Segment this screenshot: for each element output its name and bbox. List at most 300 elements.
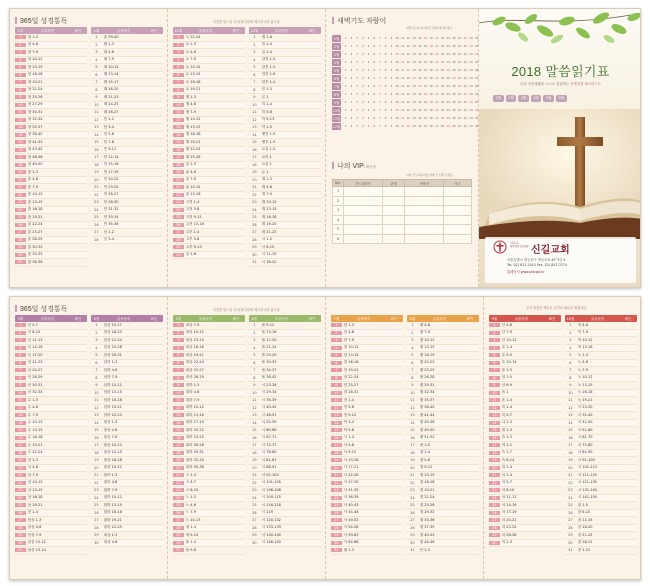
prayer-day-cell[interactable]: 17: [435, 60, 439, 64]
prayer-day-cell[interactable]: 23: [469, 44, 473, 48]
prayer-day-cell[interactable]: 20: [452, 60, 456, 64]
vip-input-cell[interactable]: [383, 187, 405, 197]
prayer-day-cell[interactable]: 10: [395, 108, 399, 112]
prayer-day-cell[interactable]: 12: [406, 108, 411, 112]
prayer-day-cell[interactable]: 23: [469, 52, 473, 56]
prayer-day-cell[interactable]: 11: [401, 84, 405, 88]
prayer-day-cell[interactable]: 24: [474, 52, 479, 56]
prayer-day-cell[interactable]: 8: [384, 124, 387, 128]
prayer-day-cell[interactable]: 4: [362, 124, 364, 128]
prayer-day-cell[interactable]: 17: [435, 76, 439, 80]
vip-input-cell[interactable]: [444, 225, 472, 235]
vip-input-cell[interactable]: [444, 234, 472, 244]
prayer-day-cell[interactable]: 23: [469, 124, 473, 128]
prayer-day-cell[interactable]: 17: [435, 52, 439, 56]
prayer-day-cell[interactable]: 8: [384, 116, 387, 120]
prayer-day-cell[interactable]: 3: [356, 100, 359, 104]
prayer-day-cell[interactable]: 12: [406, 36, 411, 40]
prayer-day-cell[interactable]: 23: [469, 68, 473, 72]
prayer-day-cell[interactable]: 20: [452, 84, 456, 88]
prayer-day-cell[interactable]: 6: [373, 68, 376, 72]
prayer-day-cell[interactable]: 18: [440, 124, 445, 128]
prayer-day-cell[interactable]: 11: [401, 116, 405, 120]
prayer-day-cell[interactable]: 10: [395, 68, 399, 72]
prayer-day-cell[interactable]: 9: [390, 116, 393, 120]
prayer-day-cell[interactable]: 19: [446, 100, 450, 104]
prayer-day-cell[interactable]: 24: [474, 44, 479, 48]
prayer-day-cell[interactable]: 19: [446, 108, 450, 112]
prayer-day-cell[interactable]: 19: [446, 36, 450, 40]
vip-input-cell[interactable]: [444, 215, 472, 225]
prayer-day-cell[interactable]: 24: [474, 68, 479, 72]
prayer-day-cell[interactable]: 2: [350, 52, 353, 56]
prayer-day-cell[interactable]: 22: [463, 84, 467, 88]
prayer-day-cell[interactable]: 14: [418, 76, 422, 80]
prayer-day-cell[interactable]: 16: [429, 92, 433, 96]
prayer-day-cell[interactable]: 6: [373, 92, 376, 96]
prayer-day-cell[interactable]: 10: [395, 92, 399, 96]
prayer-day-cell[interactable]: 12: [406, 68, 411, 72]
prayer-day-cell[interactable]: 17: [435, 68, 439, 72]
prayer-day-cell[interactable]: 4: [362, 100, 364, 104]
prayer-day-cell[interactable]: 21: [457, 68, 462, 72]
prayer-day-cell[interactable]: 22: [463, 76, 467, 80]
prayer-day-cell[interactable]: 13: [412, 108, 416, 112]
prayer-day-cell[interactable]: 9: [390, 60, 393, 64]
vip-input-cell[interactable]: [344, 196, 383, 206]
prayer-day-cell[interactable]: 20: [452, 76, 456, 80]
prayer-day-cell[interactable]: 11: [401, 36, 405, 40]
prayer-day-cell[interactable]: 21: [457, 44, 462, 48]
prayer-day-cell[interactable]: 24: [474, 108, 479, 112]
prayer-day-cell[interactable]: 23: [469, 60, 473, 64]
prayer-day-cell[interactable]: 13: [412, 76, 416, 80]
prayer-day-cell[interactable]: 12: [406, 92, 411, 96]
prayer-day-cell[interactable]: 11: [401, 124, 405, 128]
prayer-day-cell[interactable]: 4: [362, 84, 364, 88]
prayer-day-cell[interactable]: 3: [356, 36, 359, 40]
prayer-day-cell[interactable]: 14: [418, 36, 422, 40]
prayer-day-cell[interactable]: 10: [395, 60, 399, 64]
prayer-day-cell[interactable]: 12: [406, 76, 411, 80]
vip-input-cell[interactable]: [405, 206, 444, 216]
prayer-day-cell[interactable]: 11: [401, 68, 405, 72]
prayer-day-cell[interactable]: 6: [373, 124, 376, 128]
prayer-day-cell[interactable]: 5: [367, 100, 370, 104]
prayer-day-cell[interactable]: 8: [384, 84, 387, 88]
prayer-day-cell[interactable]: 13: [412, 92, 416, 96]
prayer-day-cell[interactable]: 17: [435, 36, 439, 40]
prayer-day-cell[interactable]: 5: [367, 76, 370, 80]
prayer-day-cell[interactable]: 14: [418, 60, 422, 64]
prayer-day-cell[interactable]: 17: [435, 116, 439, 120]
prayer-day-cell[interactable]: 6: [373, 36, 376, 40]
prayer-day-cell[interactable]: 7: [379, 92, 381, 96]
prayer-day-cell[interactable]: 1: [344, 92, 347, 96]
prayer-day-cell[interactable]: 19: [446, 68, 450, 72]
vip-input-cell[interactable]: [383, 196, 405, 206]
prayer-day-cell[interactable]: 9: [390, 100, 393, 104]
prayer-day-cell[interactable]: 5: [367, 124, 370, 128]
prayer-day-cell[interactable]: 3: [356, 44, 359, 48]
prayer-day-cell[interactable]: 18: [440, 76, 445, 80]
prayer-day-cell[interactable]: 14: [418, 68, 422, 72]
vip-input-cell[interactable]: [444, 196, 472, 206]
prayer-day-cell[interactable]: 12: [406, 124, 411, 128]
vip-input-cell[interactable]: [444, 187, 472, 197]
prayer-day-cell[interactable]: 9: [390, 76, 393, 80]
prayer-day-cell[interactable]: 16: [429, 60, 433, 64]
prayer-day-cell[interactable]: 17: [435, 108, 439, 112]
prayer-day-cell[interactable]: 7: [379, 76, 381, 80]
prayer-day-cell[interactable]: 18: [440, 44, 445, 48]
prayer-day-cell[interactable]: 15: [423, 108, 428, 112]
prayer-day-cell[interactable]: 16: [429, 44, 433, 48]
prayer-day-cell[interactable]: 9: [390, 44, 393, 48]
prayer-day-cell[interactable]: 1: [344, 116, 347, 120]
prayer-day-cell[interactable]: 1: [344, 52, 347, 56]
prayer-day-cell[interactable]: 17: [435, 44, 439, 48]
prayer-day-cell[interactable]: 20: [452, 116, 456, 120]
prayer-day-cell[interactable]: 12: [406, 100, 411, 104]
prayer-day-cell[interactable]: 9: [390, 84, 393, 88]
prayer-day-cell[interactable]: 13: [412, 36, 416, 40]
prayer-day-cell[interactable]: 20: [452, 52, 456, 56]
prayer-day-cell[interactable]: 16: [429, 84, 433, 88]
prayer-day-cell[interactable]: 22: [463, 92, 467, 96]
prayer-day-cell[interactable]: 16: [429, 116, 433, 120]
prayer-day-cell[interactable]: 8: [384, 68, 387, 72]
prayer-day-cell[interactable]: 15: [423, 124, 428, 128]
prayer-day-cell[interactable]: 19: [446, 84, 450, 88]
prayer-day-cell[interactable]: 16: [429, 36, 433, 40]
prayer-day-cell[interactable]: 8: [384, 100, 387, 104]
prayer-day-cell[interactable]: 17: [435, 100, 439, 104]
prayer-day-cell[interactable]: 21: [457, 76, 462, 80]
vip-input-cell[interactable]: [344, 234, 383, 244]
prayer-day-cell[interactable]: 5: [367, 68, 370, 72]
prayer-day-cell[interactable]: 19: [446, 44, 450, 48]
prayer-day-cell[interactable]: 13: [412, 52, 416, 56]
prayer-day-cell[interactable]: 24: [474, 100, 479, 104]
prayer-day-cell[interactable]: 3: [356, 116, 359, 120]
prayer-day-cell[interactable]: 6: [373, 116, 376, 120]
prayer-day-cell[interactable]: 22: [463, 60, 467, 64]
prayer-day-cell[interactable]: 20: [452, 92, 456, 96]
prayer-day-cell[interactable]: 10: [395, 116, 399, 120]
prayer-day-cell[interactable]: 20: [452, 124, 456, 128]
prayer-day-cell[interactable]: 24: [474, 76, 479, 80]
prayer-day-cell[interactable]: 4: [362, 36, 364, 40]
prayer-day-cell[interactable]: 13: [412, 60, 416, 64]
prayer-day-cell[interactable]: 1: [344, 100, 347, 104]
prayer-day-cell[interactable]: 22: [463, 52, 467, 56]
prayer-day-cell[interactable]: 5: [367, 92, 370, 96]
prayer-day-cell[interactable]: 17: [435, 84, 439, 88]
prayer-day-cell[interactable]: 14: [418, 52, 422, 56]
prayer-day-cell[interactable]: 24: [474, 36, 479, 40]
prayer-day-cell[interactable]: 11: [401, 76, 405, 80]
prayer-day-cell[interactable]: 3: [356, 108, 359, 112]
prayer-day-cell[interactable]: 6: [373, 84, 376, 88]
prayer-day-cell[interactable]: 13: [412, 100, 416, 104]
prayer-day-cell[interactable]: 6: [373, 100, 376, 104]
prayer-day-cell[interactable]: 12: [406, 60, 411, 64]
prayer-day-cell[interactable]: 16: [429, 100, 433, 104]
prayer-day-cell[interactable]: 18: [440, 36, 445, 40]
prayer-day-cell[interactable]: 11: [401, 108, 405, 112]
prayer-day-cell[interactable]: 2: [350, 92, 353, 96]
prayer-day-cell[interactable]: 2: [350, 44, 353, 48]
vip-input-cell[interactable]: [344, 225, 383, 235]
prayer-day-cell[interactable]: 7: [379, 124, 381, 128]
prayer-day-cell[interactable]: 15: [423, 60, 428, 64]
prayer-day-cell[interactable]: 5: [367, 60, 370, 64]
prayer-day-cell[interactable]: 21: [457, 36, 462, 40]
prayer-day-cell[interactable]: 3: [356, 60, 359, 64]
prayer-day-cell[interactable]: 2: [350, 100, 353, 104]
prayer-day-cell[interactable]: 19: [446, 76, 450, 80]
prayer-day-cell[interactable]: 5: [367, 44, 370, 48]
prayer-day-cell[interactable]: 7: [379, 60, 381, 64]
prayer-day-cell[interactable]: 12: [406, 84, 411, 88]
prayer-day-cell[interactable]: 10: [395, 84, 399, 88]
prayer-day-cell[interactable]: 21: [457, 60, 462, 64]
prayer-day-cell[interactable]: 24: [474, 116, 479, 120]
prayer-day-cell[interactable]: 16: [429, 76, 433, 80]
prayer-day-cell[interactable]: 6: [373, 108, 376, 112]
prayer-day-cell[interactable]: 8: [384, 108, 387, 112]
prayer-day-cell[interactable]: 1: [344, 68, 347, 72]
prayer-day-cell[interactable]: 9: [390, 52, 393, 56]
prayer-day-cell[interactable]: 13: [412, 44, 416, 48]
prayer-day-cell[interactable]: 6: [373, 52, 376, 56]
prayer-day-cell[interactable]: 9: [390, 124, 393, 128]
prayer-day-cell[interactable]: 5: [367, 84, 370, 88]
vip-input-cell[interactable]: [383, 206, 405, 216]
prayer-day-cell[interactable]: 1: [344, 76, 347, 80]
prayer-day-cell[interactable]: 2: [350, 116, 353, 120]
prayer-day-cell[interactable]: 18: [440, 100, 445, 104]
prayer-day-cell[interactable]: 3: [356, 68, 359, 72]
prayer-day-cell[interactable]: 11: [401, 92, 405, 96]
prayer-day-cell[interactable]: 10: [395, 100, 399, 104]
prayer-day-cell[interactable]: 19: [446, 60, 450, 64]
prayer-day-cell[interactable]: 11: [401, 100, 405, 104]
prayer-day-cell[interactable]: 3: [356, 52, 359, 56]
prayer-day-cell[interactable]: 4: [362, 108, 364, 112]
prayer-day-cell[interactable]: 2: [350, 84, 353, 88]
prayer-day-cell[interactable]: 1: [344, 108, 347, 112]
prayer-day-cell[interactable]: 1: [344, 44, 347, 48]
prayer-day-cell[interactable]: 18: [440, 84, 445, 88]
prayer-day-cell[interactable]: 15: [423, 36, 428, 40]
prayer-day-cell[interactable]: 20: [452, 68, 456, 72]
prayer-day-cell[interactable]: 2: [350, 76, 353, 80]
prayer-day-cell[interactable]: 20: [452, 108, 456, 112]
vip-input-cell[interactable]: [405, 234, 444, 244]
prayer-day-cell[interactable]: 13: [412, 84, 416, 88]
prayer-day-cell[interactable]: 23: [469, 108, 473, 112]
prayer-day-cell[interactable]: 8: [384, 92, 387, 96]
vip-input-cell[interactable]: [405, 196, 444, 206]
prayer-day-cell[interactable]: 19: [446, 52, 450, 56]
prayer-day-cell[interactable]: 18: [440, 108, 445, 112]
prayer-day-cell[interactable]: 4: [362, 60, 364, 64]
vip-input-cell[interactable]: [383, 215, 405, 225]
prayer-day-cell[interactable]: 15: [423, 84, 428, 88]
prayer-day-cell[interactable]: 24: [474, 124, 479, 128]
prayer-day-cell[interactable]: 19: [446, 124, 450, 128]
prayer-day-cell[interactable]: 15: [423, 44, 428, 48]
prayer-day-cell[interactable]: 8: [384, 60, 387, 64]
prayer-day-cell[interactable]: 11: [401, 60, 405, 64]
prayer-day-cell[interactable]: 24: [474, 60, 479, 64]
prayer-day-cell[interactable]: 22: [463, 124, 467, 128]
prayer-day-cell[interactable]: 1: [344, 84, 347, 88]
prayer-day-cell[interactable]: 8: [384, 76, 387, 80]
vip-input-cell[interactable]: [405, 187, 444, 197]
prayer-day-cell[interactable]: 16: [429, 68, 433, 72]
prayer-day-cell[interactable]: 23: [469, 116, 473, 120]
prayer-day-cell[interactable]: 8: [384, 36, 387, 40]
prayer-day-cell[interactable]: 14: [418, 84, 422, 88]
prayer-day-cell[interactable]: 2: [350, 60, 353, 64]
prayer-day-cell[interactable]: 2: [350, 124, 353, 128]
prayer-day-cell[interactable]: 8: [384, 52, 387, 56]
vip-input-cell[interactable]: [405, 215, 444, 225]
prayer-day-cell[interactable]: 18: [440, 116, 445, 120]
prayer-day-cell[interactable]: 23: [469, 100, 473, 104]
prayer-day-cell[interactable]: 4: [362, 68, 364, 72]
prayer-day-cell[interactable]: 15: [423, 100, 428, 104]
prayer-day-cell[interactable]: 11: [401, 52, 405, 56]
prayer-day-cell[interactable]: 7: [379, 116, 381, 120]
prayer-day-cell[interactable]: 23: [469, 76, 473, 80]
prayer-day-cell[interactable]: 18: [440, 52, 445, 56]
prayer-day-cell[interactable]: 3: [356, 92, 359, 96]
prayer-day-cell[interactable]: 19: [446, 92, 450, 96]
prayer-day-cell[interactable]: 11: [401, 44, 405, 48]
prayer-day-cell[interactable]: 14: [418, 124, 422, 128]
prayer-day-cell[interactable]: 13: [412, 124, 416, 128]
prayer-day-cell[interactable]: 21: [457, 108, 462, 112]
prayer-day-cell[interactable]: 22: [463, 68, 467, 72]
prayer-day-cell[interactable]: 12: [406, 116, 411, 120]
prayer-day-cell[interactable]: 16: [429, 124, 433, 128]
prayer-day-cell[interactable]: 13: [412, 68, 416, 72]
vip-input-cell[interactable]: [383, 225, 405, 235]
prayer-day-cell[interactable]: 18: [440, 92, 445, 96]
prayer-day-cell[interactable]: 1: [344, 36, 347, 40]
prayer-day-cell[interactable]: 21: [457, 100, 462, 104]
prayer-day-cell[interactable]: 21: [457, 84, 462, 88]
prayer-day-cell[interactable]: 7: [379, 52, 381, 56]
prayer-day-cell[interactable]: 22: [463, 108, 467, 112]
prayer-day-cell[interactable]: 4: [362, 76, 364, 80]
prayer-day-cell[interactable]: 15: [423, 76, 428, 80]
prayer-day-cell[interactable]: 5: [367, 108, 370, 112]
prayer-day-cell[interactable]: 7: [379, 36, 381, 40]
prayer-day-cell[interactable]: 4: [362, 116, 364, 120]
prayer-day-cell[interactable]: 15: [423, 52, 428, 56]
prayer-day-cell[interactable]: 24: [474, 84, 479, 88]
prayer-day-cell[interactable]: 14: [418, 108, 422, 112]
prayer-day-cell[interactable]: 20: [452, 36, 456, 40]
prayer-day-cell[interactable]: 10: [395, 52, 399, 56]
vip-input-cell[interactable]: [383, 234, 405, 244]
prayer-day-cell[interactable]: 2: [350, 68, 353, 72]
prayer-day-cell[interactable]: 20: [452, 44, 456, 48]
prayer-day-cell[interactable]: 23: [469, 92, 473, 96]
prayer-day-cell[interactable]: 7: [379, 84, 381, 88]
prayer-day-cell[interactable]: 18: [440, 60, 445, 64]
prayer-day-cell[interactable]: 14: [418, 100, 422, 104]
prayer-day-cell[interactable]: 5: [367, 116, 370, 120]
prayer-day-cell[interactable]: 23: [469, 84, 473, 88]
prayer-day-cell[interactable]: 14: [418, 92, 422, 96]
vip-input-cell[interactable]: [344, 215, 383, 225]
prayer-day-cell[interactable]: 19: [446, 116, 450, 120]
prayer-day-cell[interactable]: 23: [469, 36, 473, 40]
prayer-day-cell[interactable]: 3: [356, 76, 359, 80]
vip-input-cell[interactable]: [344, 206, 383, 216]
prayer-day-cell[interactable]: 14: [418, 116, 422, 120]
prayer-day-cell[interactable]: 21: [457, 92, 462, 96]
prayer-day-cell[interactable]: 6: [373, 76, 376, 80]
prayer-day-cell[interactable]: 10: [395, 36, 399, 40]
prayer-day-cell[interactable]: 15: [423, 68, 428, 72]
prayer-day-cell[interactable]: 8: [384, 44, 387, 48]
prayer-day-cell[interactable]: 12: [406, 52, 411, 56]
vip-input-cell[interactable]: [344, 187, 383, 197]
prayer-day-cell[interactable]: 10: [395, 76, 399, 80]
prayer-day-cell[interactable]: 22: [463, 116, 467, 120]
prayer-day-cell[interactable]: 2: [350, 108, 353, 112]
prayer-day-cell[interactable]: 9: [390, 92, 393, 96]
prayer-day-cell[interactable]: 10: [395, 124, 399, 128]
prayer-day-cell[interactable]: 20: [452, 100, 456, 104]
prayer-day-cell[interactable]: 15: [423, 92, 428, 96]
prayer-day-cell[interactable]: 15: [423, 116, 428, 120]
prayer-day-cell[interactable]: 9: [390, 36, 393, 40]
prayer-day-cell[interactable]: 3: [356, 124, 359, 128]
prayer-day-cell[interactable]: 6: [373, 44, 376, 48]
prayer-day-cell[interactable]: 22: [463, 36, 467, 40]
prayer-day-cell[interactable]: 21: [457, 116, 462, 120]
prayer-day-cell[interactable]: 4: [362, 52, 364, 56]
prayer-day-cell[interactable]: 21: [457, 52, 462, 56]
prayer-day-cell[interactable]: 17: [435, 124, 439, 128]
prayer-day-cell[interactable]: 7: [379, 68, 381, 72]
prayer-day-cell[interactable]: 6: [373, 60, 376, 64]
prayer-day-cell[interactable]: 3: [356, 84, 359, 88]
vip-input-cell[interactable]: [405, 225, 444, 235]
prayer-day-cell[interactable]: 1: [344, 60, 347, 64]
prayer-day-cell[interactable]: 24: [474, 92, 479, 96]
prayer-day-cell[interactable]: 14: [418, 44, 422, 48]
prayer-day-cell[interactable]: 4: [362, 92, 364, 96]
prayer-day-cell[interactable]: 12: [406, 44, 411, 48]
prayer-day-cell[interactable]: 10: [395, 44, 399, 48]
prayer-day-cell[interactable]: 13: [412, 116, 416, 120]
prayer-day-cell[interactable]: 9: [390, 108, 393, 112]
prayer-day-cell[interactable]: 7: [379, 100, 381, 104]
prayer-day-cell[interactable]: 2: [350, 36, 353, 40]
prayer-day-cell[interactable]: 5: [367, 36, 370, 40]
vip-input-cell[interactable]: [444, 206, 472, 216]
prayer-day-cell[interactable]: 7: [379, 44, 381, 48]
